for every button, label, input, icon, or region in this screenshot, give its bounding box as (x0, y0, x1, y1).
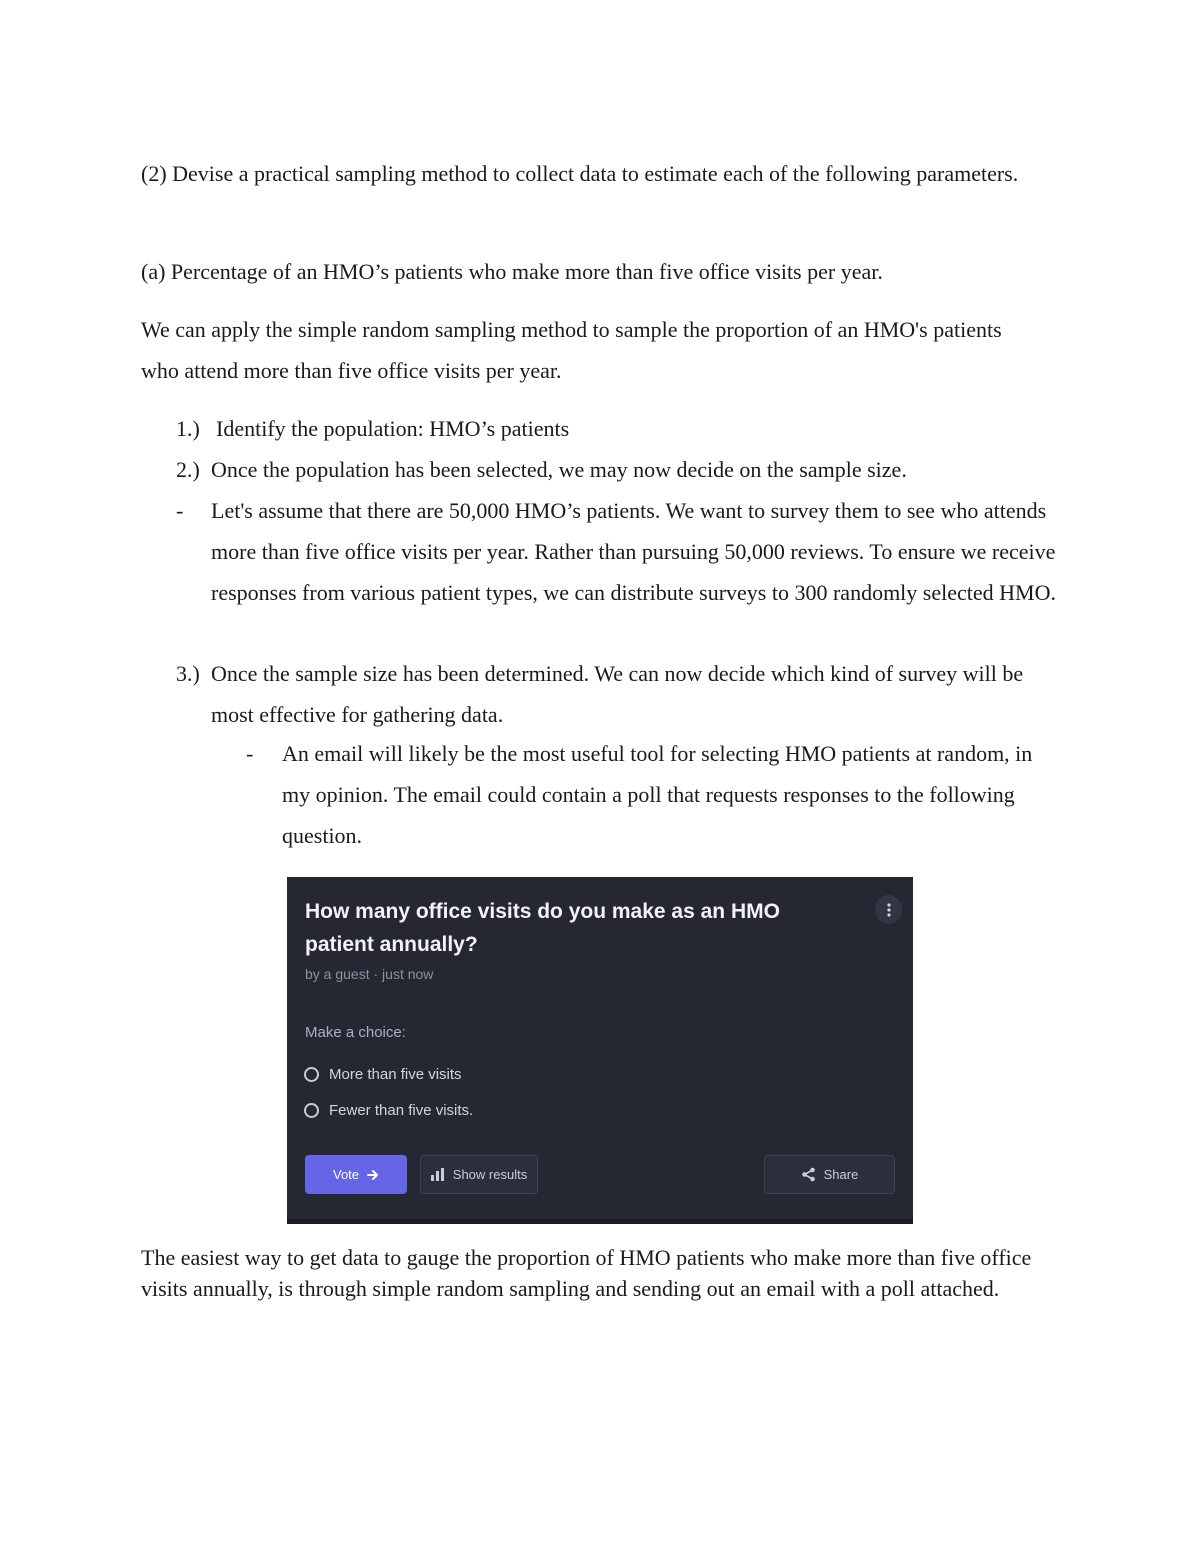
question-heading: (2) Devise a practical sampling method to collect data to estimate each of the following parameters. (141, 161, 1019, 186)
poll-option-fewer[interactable] (304, 1099, 473, 1121)
list-marker: 3.) (176, 661, 200, 686)
list-item-text: Let's assume that there are 50,000 HMO’s patients. We want to survey them to see who attends more than five office visits per year. Rather than pursuing 50,000 reviews. To ensure we receive responses from various patient types, we can distribute surveys to 300 randomly selected HMO. (211, 498, 1056, 605)
list-item-text: An email will likely be the most useful tool for selecting HMO patients at random, in my opinion. The email could contain a poll that requests responses to the following question. (282, 741, 1033, 848)
list-marker: - (246, 741, 254, 766)
option-label: Fewer than five visits. (329, 1101, 474, 1119)
part-a-heading: (a) Percentage of an HMO’s patients who make more than five office visits per year. (141, 259, 883, 284)
poll-title: How many office visits do you make as an HMO patient annually? (305, 900, 780, 956)
more-vertical-icon (887, 903, 891, 917)
share-button[interactable] (764, 1155, 895, 1194)
more-options-button[interactable] (875, 895, 902, 924)
intro-paragraph: We can apply the simple random sampling method to sample the proportion of an HMO's patients who attend more than five office visits per year. (141, 317, 1002, 383)
show-results-button[interactable] (420, 1155, 538, 1194)
list-item-text: Once the population has been selected, we may now decide on the sample size. (211, 457, 907, 482)
poll-bottom-border (287, 1219, 913, 1224)
poll-meta: by a guest · just now (305, 966, 434, 982)
vote-button-label: Vote (332, 1167, 360, 1182)
share-label: Share (823, 1167, 859, 1182)
list-item-text: Identify the population: HMO’s patients (216, 416, 570, 441)
list-marker: 2.) (176, 457, 200, 482)
radio-button[interactable] (304, 1067, 319, 1082)
share-icon (801, 1167, 816, 1182)
list-marker: - (176, 498, 184, 523)
poll-prompt: Make a choice: (305, 1024, 406, 1041)
radio-button[interactable] (304, 1103, 319, 1118)
option-label: More than five visits (329, 1065, 462, 1083)
vote-button[interactable] (305, 1155, 407, 1194)
list-item-text: Once the sample size has been determined. We can now decide which kind of survey will be most effective for gathering data. (211, 661, 1024, 727)
list-marker: 1.) (176, 416, 200, 441)
bar-chart-icon (431, 1168, 445, 1181)
show-results-label: Show results (452, 1167, 528, 1182)
conclusion-paragraph: The easiest way to get data to gauge the proportion of HMO patients who make more than five office visits annually, is through simple random sampling and sending out an email with a poll attached. (141, 1245, 1032, 1301)
poll-screenshot (287, 877, 913, 1224)
poll-option-more[interactable] (304, 1063, 462, 1085)
arrow-right-icon (367, 1169, 379, 1181)
